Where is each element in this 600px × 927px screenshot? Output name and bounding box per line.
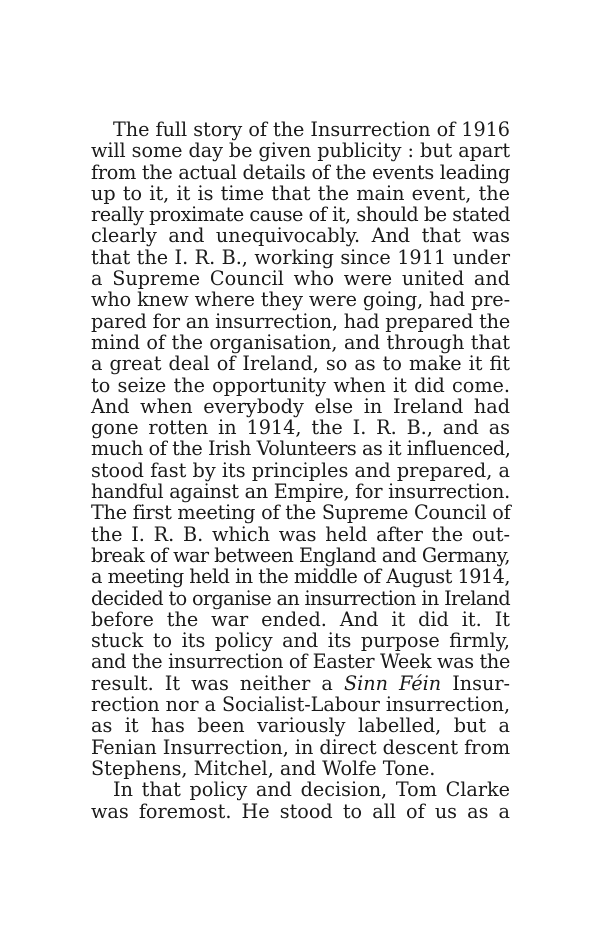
text-line: as it has been variously labelled, but a xyxy=(91,714,510,738)
text-line: gone rotten in 1914, the I. R. B., and as xyxy=(91,416,510,440)
text-line: and the insurrection of Easter Week was the xyxy=(91,650,510,674)
text-line: will some day be given publicity : but apart xyxy=(91,139,510,163)
text-line: clearly and unequivocably. And that was xyxy=(91,224,510,248)
text-line: who knew where they were going, had pre- xyxy=(91,288,510,312)
text-line: The first meeting of the Supreme Council of xyxy=(91,501,511,525)
text-line xyxy=(91,673,510,694)
text-line: decided to organise an insurrection in Ireland xyxy=(91,586,510,610)
text-line: a Supreme Council who were united and xyxy=(91,267,510,291)
text-line: was foremost. He stood to all of us as a xyxy=(91,799,510,823)
text-line: rection nor a Socialist-Labour insurrection, xyxy=(91,693,511,717)
text-line: stood fast by its principles and prepared, a xyxy=(91,458,510,482)
text-line: handful against an Empire, for insurrection. xyxy=(91,480,511,504)
text-line: really proximate cause of it, should be stated xyxy=(91,203,510,227)
text-segment: result. It was neither a xyxy=(91,671,344,695)
text-line: before the war ended. And it did it. It xyxy=(91,607,510,631)
text-line: stuck to its policy and its purpose firmly, xyxy=(91,629,510,653)
text-line: break of war between England and Germany, xyxy=(91,543,510,567)
italic-term: Sinn Féin xyxy=(343,671,442,695)
text-line: In that policy and decision, Tom Clarke xyxy=(113,778,510,802)
text-line: And when everybody else in Ireland had xyxy=(91,394,510,418)
text-line: much of the Irish Volunteers as it influenced, xyxy=(91,437,511,461)
text-line: Stephens, Mitchel, and Wolfe Tone. xyxy=(91,756,436,780)
text-line: that the I. R. B., working since 1911 under xyxy=(91,245,510,269)
text-line: the I. R. B. which was held after the out- xyxy=(91,522,510,546)
text-line: up to it, it is time that the main event, the xyxy=(91,181,510,205)
text-line: The full story of the Insurrection of 1916 xyxy=(113,118,510,141)
text-line: a meeting held in the middle of August 1914, xyxy=(91,565,510,589)
text-line: Fenian Insurrection, in direct descent from xyxy=(91,735,511,759)
text-line: mind of the organisation, and through that xyxy=(91,330,510,354)
body-text xyxy=(91,119,510,822)
text-line: a great deal of Ireland, so as to make it fit xyxy=(91,352,510,376)
text-line: pared for an insurrection, had prepared the xyxy=(91,309,510,333)
text-segment: Insur- xyxy=(441,671,510,695)
text-line: to seize the opportunity when it did come. xyxy=(91,373,510,397)
text-line: from the actual details of the events leading xyxy=(91,160,510,184)
